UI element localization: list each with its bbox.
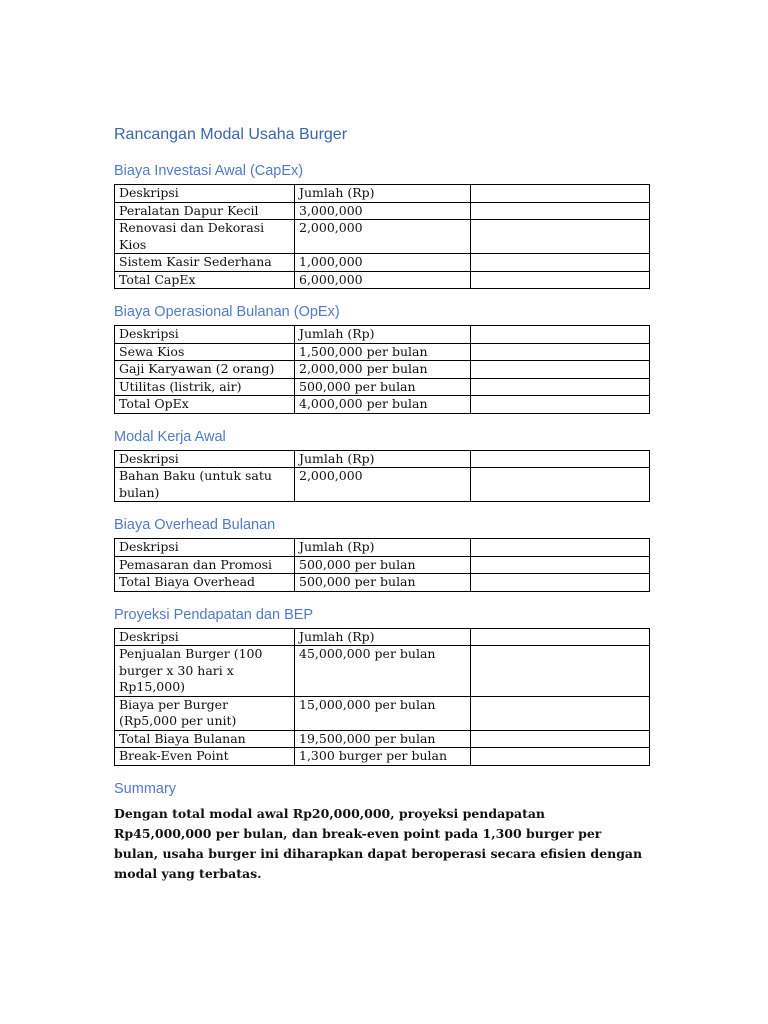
table-cell: Jumlah (Rp) (295, 450, 471, 468)
table-row (115, 202, 650, 220)
table-cell (471, 730, 650, 748)
table-cell (471, 271, 650, 289)
table-cell (471, 396, 650, 414)
table-row (115, 361, 650, 379)
table-cell: 2,000,000 (295, 220, 471, 254)
table-cell: Renovasi dan Dekorasi Kios (115, 220, 295, 254)
table-row (115, 396, 650, 414)
table-cell: 45,000,000 per bulan (295, 646, 471, 697)
table-row (115, 628, 650, 646)
section-title-working-capital: Modal Kerja Awal (114, 428, 226, 445)
table-cell (471, 185, 650, 203)
section-title-revenue-projection: Proyeksi Pendapatan dan BEP (114, 606, 314, 623)
table-cell (471, 748, 650, 766)
table-cell (471, 556, 650, 574)
table-cell: 500,000 per bulan (295, 574, 471, 592)
table-row (115, 696, 650, 730)
table-cell (471, 450, 650, 468)
table-cell: Sistem Kasir Sederhana (115, 254, 295, 272)
table-cell: Total Biaya Bulanan (115, 730, 295, 748)
table-cell: Penjualan Burger (100 burger x 30 hari x Rp15,000) (115, 646, 295, 697)
working-capital-table (114, 450, 650, 503)
table-cell: Total OpEx (115, 396, 295, 414)
table-cell (471, 468, 650, 502)
table-cell: Gaji Karyawan (2 orang) (115, 361, 295, 379)
table-cell: 2,000,000 (295, 468, 471, 502)
table-cell: Deskripsi (115, 185, 295, 203)
table-cell (471, 646, 650, 697)
table-cell: Deskripsi (115, 539, 295, 557)
table-cell: 1,000,000 (295, 254, 471, 272)
revenue-projection-table (114, 628, 650, 766)
table-cell: Bahan Baku (untuk satu bulan) (115, 468, 295, 502)
table-cell: 2,000,000 per bulan (295, 361, 471, 379)
table-cell (471, 326, 650, 344)
table-cell (471, 343, 650, 361)
table-cell: 19,500,000 per bulan (295, 730, 471, 748)
table-cell: Total CapEx (115, 271, 295, 289)
table-cell: Deskripsi (115, 450, 295, 468)
table-row (115, 185, 650, 203)
table-row (115, 271, 650, 289)
table-cell: Peralatan Dapur Kecil (115, 202, 295, 220)
table-row (115, 378, 650, 396)
table-cell (471, 539, 650, 557)
table-cell: 1,500,000 per bulan (295, 343, 471, 361)
table-cell: Total Biaya Overhead (115, 574, 295, 592)
document-title: Rancangan Modal Usaha Burger (114, 126, 348, 143)
table-row (115, 326, 650, 344)
table-cell: 15,000,000 per bulan (295, 696, 471, 730)
table-cell: 500,000 per bulan (295, 556, 471, 574)
table-cell: 4,000,000 per bulan (295, 396, 471, 414)
table-cell: Biaya per Burger (Rp5,000 per unit) (115, 696, 295, 730)
table-cell: Utilitas (listrik, air) (115, 378, 295, 396)
table-cell (471, 696, 650, 730)
table-row (115, 220, 650, 254)
table-cell: 500,000 per bulan (295, 378, 471, 396)
summary-title: Summary (114, 780, 177, 797)
table-cell: 6,000,000 (295, 271, 471, 289)
table-cell (471, 361, 650, 379)
table-cell: Pemasaran dan Promosi (115, 556, 295, 574)
table-cell: Jumlah (Rp) (295, 185, 471, 203)
table-cell: Break-Even Point (115, 748, 295, 766)
overhead-table (114, 538, 650, 592)
table-cell (471, 220, 650, 254)
table-row (115, 343, 650, 361)
capex-table (114, 184, 650, 289)
table-row (115, 254, 650, 272)
table-cell: 1,300 burger per bulan (295, 748, 471, 766)
opex-table (114, 325, 650, 414)
document-page (114, 124, 654, 884)
table-row (115, 468, 650, 502)
summary-text: Dengan total modal awal Rp20,000,000, proyeksi pendapatan Rp45,000,000 per bulan, dan break-even point pada 1,300 burger per bulan, usaha burger ini diharapkan dapat beroperasi secara efisien dengan modal yang terbatas. (114, 805, 643, 881)
table-cell: Deskripsi (115, 326, 295, 344)
table-cell (471, 254, 650, 272)
table-cell (471, 574, 650, 592)
section-title-capex: Biaya Investasi Awal (CapEx) (114, 163, 304, 179)
table-row (115, 539, 650, 557)
table-cell (471, 378, 650, 396)
table-cell (471, 628, 650, 646)
section-title-overhead: Biaya Overhead Bulanan (114, 517, 276, 533)
table-cell: 3,000,000 (295, 202, 471, 220)
table-row (115, 450, 650, 468)
table-row (115, 748, 650, 766)
table-row (115, 556, 650, 574)
table-cell: Jumlah (Rp) (295, 628, 471, 646)
table-cell: Sewa Kios (115, 343, 295, 361)
table-cell: Deskripsi (115, 628, 295, 646)
table-cell: Jumlah (Rp) (295, 326, 471, 344)
table-row (115, 646, 650, 697)
table-row (115, 574, 650, 592)
table-cell (471, 202, 650, 220)
table-row (115, 730, 650, 748)
table-cell: Jumlah (Rp) (295, 539, 471, 557)
section-title-opex: Biaya Operasional Bulanan (OpEx) (114, 304, 340, 320)
